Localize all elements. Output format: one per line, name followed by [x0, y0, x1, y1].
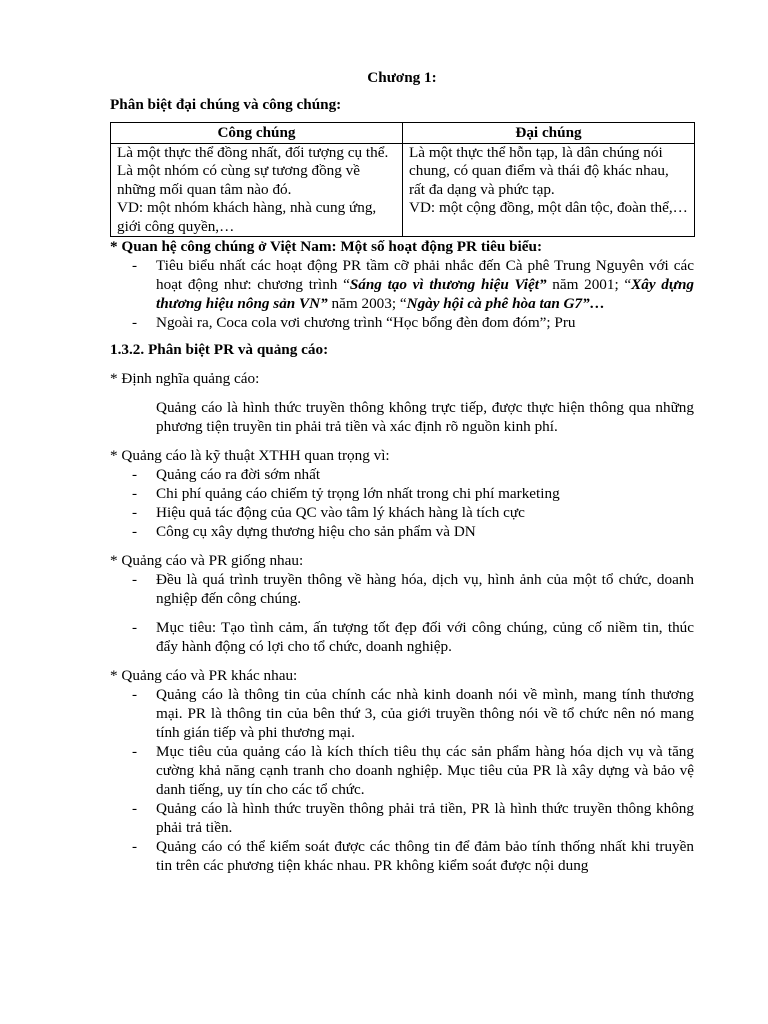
table-row — [111, 143, 695, 237]
similarities-list — [110, 570, 694, 656]
text-run: năm 2001; “ — [546, 276, 632, 293]
list-item: - Quảng cáo là hình thức truyền thông phải trả tiền, PR là hình thức truyền thông không phải trả tiền. — [110, 799, 694, 837]
chapter-heading: Chương 1: — [367, 69, 437, 86]
table-header-cong-chung: Công chúng — [111, 123, 403, 144]
definition-text: Quảng cáo là hình thức truyền thông không trực tiếp, được thực hiện thông qua những phương tiện truyền tin phải trả tiền và xác định rõ nguồn kinh phí. — [156, 399, 694, 435]
list-item: - Mục tiêu của quảng cáo là kích thích tiêu thụ các sản phẩm hàng hóa dịch vụ và tăng cường khả năng cạnh tranh cho doanh nghiệp. Mục tiêu của PR là xây dựng và bảo vệ danh tiếng, uy tín cho các tổ chức. — [110, 742, 694, 799]
importance-list — [110, 465, 694, 541]
document-page — [110, 68, 694, 875]
table-header-row — [111, 123, 695, 144]
list-item: - Mục tiêu: Tạo tình cảm, ấn tượng tốt đẹp đối với công chúng, củng cố niềm tin, thúc đẩy hành động có lợi cho tổ chức, doanh nghiệp. — [110, 618, 694, 656]
list-item: - Quảng cáo ra đời sớm nhất — [110, 465, 694, 484]
list-item: - Công cụ xây dựng thương hiệu cho sản phẩm và DN — [110, 522, 694, 541]
section-title-pr-vs-ads: 1.3.2. Phân biệt PR và quảng cáo: — [110, 341, 329, 358]
table-cell-cong-chung: Là một thực thể đồng nhất, đối tượng cụ thể. Là một nhóm có cùng sự tương đồng về những mối quan tâm nào đó. VD: một nhóm khách hàng, nhà cung ứng, giới công quyền,… — [111, 143, 403, 237]
list-item: - Quảng cáo là thông tin của chính các nhà kinh doanh nói về mình, mang tính thương mại. PR là thông tin của bên thứ 3, của giới truyền thông nói về tổ chức nên nó mang tính gián tiếp và phi thương mại. — [110, 685, 694, 742]
importance-heading: * Quảng cáo là kỹ thuật XTHH quan trọng vì: — [110, 447, 390, 464]
emphasis-text: Ngày hội cà phê hòa tan G7”… — [406, 295, 605, 312]
definition-heading: * Định nghĩa quảng cáo: — [110, 370, 260, 387]
list-item: - Chi phí quảng cáo chiếm tỷ trọng lớn nhất trong chi phí marketing — [110, 484, 694, 503]
table-header-dai-chung: Đại chúng — [403, 123, 695, 144]
table-cell-dai-chung: Là một thực thể hỗn tạp, là dân chúng nói chung, có quan điểm và thái độ khác nhau, rất đa dạng và phức tạp. VD: một cộng đồng, một dân tộc, đoàn thể,… — [403, 143, 695, 237]
list-item: - Ngoài ra, Coca cola vơi chương trình “Học bổng đèn đom đóm”; Pru — [110, 313, 694, 332]
text-run: năm 2003; “ — [327, 295, 407, 312]
pr-vietnam-list — [110, 256, 694, 332]
emphasis-text: Sáng tạo vì thương hiệu Việt” — [349, 276, 547, 293]
list-item: - Quảng cáo có thể kiểm soát được các thông tin để đảm bảo tính thống nhất khi truyền tin trên các phương tiện khác nhau. PR không kiểm soát được nội dung — [110, 837, 694, 875]
differences-list — [110, 685, 694, 875]
similarities-heading: * Quảng cáo và PR giống nhau: — [110, 552, 304, 569]
section-title-pr-vietnam: * Quan hệ công chúng ở Việt Nam: Một số hoạt động PR tiêu biểu: — [110, 238, 542, 255]
emphasis-text: Xây dựng thương hiệu nông sản VN” — [156, 276, 695, 312]
comparison-table — [110, 122, 695, 237]
section-title-public-vs-mass: Phân biệt đại chúng và công chúng: — [110, 96, 342, 113]
list-item: - Hiệu quả tác động của QC vào tâm lý khách hàng là tích cực — [110, 503, 694, 522]
text-run: Tiêu biểu nhất các hoạt động PR tầm cỡ phải nhắc đến Cà phê Trung Nguyên với các hoạt động như: chương trình “ — [156, 257, 694, 293]
list-item — [110, 256, 694, 313]
differences-heading: * Quảng cáo và PR khác nhau: — [110, 667, 298, 684]
list-item: - Đều là quá trình truyền thông về hàng hóa, dịch vụ, hình ảnh của một tổ chức, doanh nghiệp đến công chúng. — [110, 570, 694, 608]
